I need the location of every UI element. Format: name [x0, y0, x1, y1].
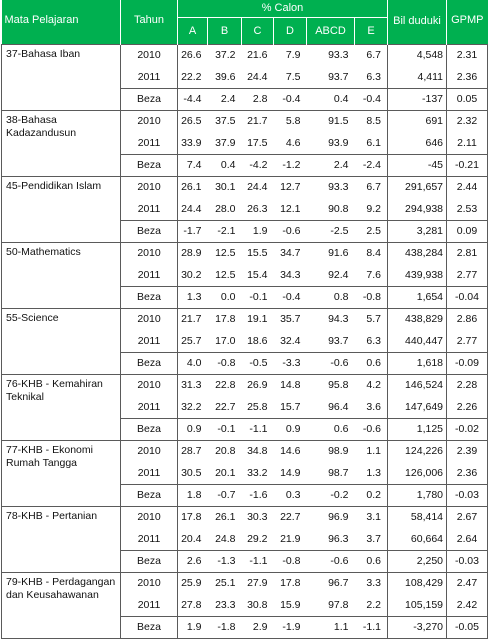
beza-label: Beza — [121, 352, 178, 374]
pct-cell-b: 20.8 — [208, 440, 242, 462]
bil-duduki-cell: 438,284 — [388, 242, 447, 264]
pct-cell-d: 0.3 — [274, 484, 307, 506]
pct-cell-e: 3.3 — [355, 572, 388, 594]
pct-cell-c: -1.1 — [242, 418, 274, 440]
year-cell: 2010 — [121, 242, 178, 264]
bil-duduki-header: Bil duduki — [388, 0, 447, 44]
pct-cell-e: 5.7 — [355, 308, 388, 330]
pct-calon-header: % Calon — [178, 0, 388, 17]
pct-cell-e: 0.6 — [355, 550, 388, 572]
pct-cell-b: 24.8 — [215, 532, 236, 545]
pct-cell-a: 1.8 — [178, 484, 208, 506]
pct-cell-a: -1.7 — [178, 220, 208, 242]
pct-cell-b: -0.8 — [208, 352, 242, 374]
bil-duduki-cell: 439,938 — [388, 264, 447, 286]
pct-cell-d: -0.6 — [274, 220, 307, 242]
year-cell: 2010 — [121, 440, 178, 462]
year-cell: 2010 — [121, 374, 178, 396]
pct-cell-e: 6.7 — [355, 44, 388, 66]
gpmp-cell: 2.31 — [447, 44, 488, 66]
pct-cell-c: 2.9 — [242, 616, 274, 638]
pct-cell-e: 7.6 — [355, 264, 388, 286]
pct-cell-abcd: 91.5 — [307, 110, 355, 132]
pct-cell-c: -0.5 — [242, 352, 274, 374]
bil-duduki-cell: 1,618 — [388, 352, 447, 374]
pct-cell-c: 33.2 — [247, 466, 268, 479]
pct-cell-c: 27.9 — [242, 572, 274, 594]
pct-cell-d: 15.7 — [280, 400, 301, 413]
pct-cell-e: 2.2 — [355, 594, 388, 616]
pct-cell-abcd: 93.3 — [307, 44, 355, 66]
pct-cell-c: 15.5 — [242, 242, 274, 264]
bil-duduki-cell: 108,429 — [388, 572, 447, 594]
gpmp-cell: -0.03 — [447, 550, 488, 572]
year-cell: 2010 — [121, 176, 178, 198]
beza-label: Beza — [121, 550, 178, 572]
pct-cell-abcd: 96.4 — [328, 400, 349, 413]
gpmp-cell: 2.32 — [447, 110, 488, 132]
year-header: Tahun — [121, 0, 178, 44]
pct-cell-abcd: 96.3 — [328, 532, 349, 545]
pct-cell-b: 37.5 — [208, 110, 242, 132]
pct-cell-a: 17.8 — [178, 506, 208, 528]
beza-label: Beza — [121, 616, 178, 638]
pct-cell-b: -0.7 — [208, 484, 242, 506]
gpmp-cell: -0.05 — [447, 616, 488, 638]
pct-cell-e: 4.2 — [355, 374, 388, 396]
pct-cell-d: 35.7 — [274, 308, 307, 330]
pct-cell-e: -2.4 — [355, 154, 388, 176]
pct-cell-d: 34.3 — [280, 268, 301, 281]
pct-cell-d: 17.8 — [274, 572, 307, 594]
year-cell: 2010 — [121, 308, 178, 330]
pct-cell-e: 1.3 — [355, 462, 388, 484]
pct-cell-c: 1.9 — [242, 220, 274, 242]
pct-cell-a: 21.7 — [178, 308, 208, 330]
year-cell: 2011 — [121, 594, 178, 616]
pct-cell-d: -0.4 — [274, 286, 307, 308]
pct-cell-a: 26.1 — [178, 176, 208, 198]
pct-cell-c: 19.1 — [242, 308, 274, 330]
gpmp-cell: 2.26 — [447, 396, 488, 418]
grade-header-b: B — [208, 17, 242, 44]
pct-cell-a: 0.9 — [178, 418, 208, 440]
bil-duduki-cell: 3,281 — [388, 220, 447, 242]
pct-cell-b: -1.3 — [208, 550, 242, 572]
beza-label: Beza — [121, 88, 178, 110]
pct-cell-abcd: 0.6 — [307, 418, 355, 440]
bil-duduki-cell: 691 — [388, 110, 447, 132]
pct-cell-a: -4.4 — [178, 88, 208, 110]
pct-cell-a: 1.9 — [178, 616, 208, 638]
pct-cell-abcd: 96.9 — [307, 506, 355, 528]
pct-cell-d: 5.8 — [274, 110, 307, 132]
bil-duduki-cell: 60,664 — [388, 528, 447, 550]
pct-cell-d: 0.9 — [274, 418, 307, 440]
pct-cell-e: 6.1 — [355, 132, 388, 154]
year-cell: 2010 — [121, 506, 178, 528]
pct-cell-e: 2.5 — [355, 220, 388, 242]
gpmp-cell: 2.86 — [447, 308, 488, 330]
pct-cell-c: 24.4 — [247, 70, 268, 83]
gpmp-cell: 2.64 — [447, 528, 488, 550]
gpmp-cell: 0.09 — [447, 220, 488, 242]
pct-cell-d: 14.9 — [280, 466, 301, 479]
pct-cell-abcd: -0.6 — [307, 352, 355, 374]
pct-cell-abcd: 97.8 — [328, 598, 349, 611]
pct-cell-c: 34.8 — [242, 440, 274, 462]
pct-cell-abcd: 2.4 — [307, 154, 355, 176]
table-row — [2, 110, 488, 132]
year-cell: 2011 — [121, 330, 178, 352]
pct-cell-d: 14.8 — [274, 374, 307, 396]
pct-cell-abcd: 93.7 — [328, 70, 349, 83]
pct-cell-b: 2.4 — [208, 88, 242, 110]
pct-cell-d: 32.4 — [280, 334, 301, 347]
bil-duduki-cell: 105,159 — [388, 594, 447, 616]
pct-cell-c: 25.8 — [247, 400, 268, 413]
pct-cell-d: -1.9 — [274, 616, 307, 638]
bil-duduki-cell: 440,447 — [388, 330, 447, 352]
gpmp-cell: 2.11 — [447, 132, 488, 154]
beza-label: Beza — [121, 286, 178, 308]
pct-cell-b: 28.0 — [215, 202, 236, 215]
bil-duduki-cell: 4,548 — [388, 44, 447, 66]
gpmp-cell: 2.77 — [447, 330, 488, 352]
table-row — [2, 44, 488, 66]
subject-name: 38-Bahasa Kadazandusun — [2, 110, 121, 176]
pct-cell-d: 4.6 — [285, 136, 301, 149]
subject-header: Mata Pelajaran — [2, 0, 121, 44]
pct-cell-c: -1.6 — [242, 484, 274, 506]
pct-cell-e: 8.5 — [355, 110, 388, 132]
pct-cell-abcd: -0.6 — [307, 550, 355, 572]
pct-cell-a: 32.2 — [181, 400, 202, 413]
pct-cell-abcd: 92.4 — [328, 268, 349, 281]
pct-cell-b: 25.1 — [208, 572, 242, 594]
subject-name: 55-Science — [2, 308, 121, 374]
pct-cell-a: 30.2 — [181, 268, 202, 281]
year-cell: 2011 — [121, 396, 178, 418]
pct-cell-e: 6.3 — [355, 330, 388, 352]
gpmp-cell: -0.04 — [447, 286, 488, 308]
pct-cell-e: 6.3 — [355, 66, 388, 88]
year-cell: 2011 — [121, 198, 178, 220]
pct-cell-c: 15.4 — [247, 268, 268, 281]
bil-duduki-cell: 124,226 — [388, 440, 447, 462]
year-cell: 2011 — [121, 264, 178, 286]
gpmp-cell: -0.09 — [447, 352, 488, 374]
year-cell: 2010 — [121, 572, 178, 594]
pct-cell-d: -0.4 — [274, 88, 307, 110]
pct-cell-d: 15.9 — [280, 598, 301, 611]
gpmp-cell: 2.47 — [447, 572, 488, 594]
pct-cell-a: 26.5 — [178, 110, 208, 132]
gpmp-cell: 2.81 — [447, 242, 488, 264]
pct-cell-a: 4.0 — [178, 352, 208, 374]
pct-cell-b: 22.8 — [208, 374, 242, 396]
beza-label: Beza — [121, 418, 178, 440]
pct-cell-abcd: 98.9 — [307, 440, 355, 462]
pct-cell-a: 30.5 — [181, 466, 202, 479]
bil-duduki-cell: 146,524 — [388, 374, 447, 396]
bil-duduki-cell: 4,411 — [388, 66, 447, 88]
pct-cell-abcd: 0.4 — [307, 88, 355, 110]
bil-duduki-cell: 1,125 — [388, 418, 447, 440]
pct-cell-e: 0.2 — [355, 484, 388, 506]
year-cell: 2011 — [121, 66, 178, 88]
pct-cell-c: 2.8 — [242, 88, 274, 110]
grade-header-e: E — [355, 17, 388, 44]
pct-cell-e: 3.1 — [355, 506, 388, 528]
gpmp-cell: 2.36 — [447, 66, 488, 88]
gpmp-cell: 2.39 — [447, 440, 488, 462]
pct-cell-abcd: 1.1 — [307, 616, 355, 638]
pct-cell-c: 30.8 — [247, 598, 268, 611]
pct-cell-a: 33.9 — [181, 136, 202, 149]
bil-duduki-cell: 126,006 — [388, 462, 447, 484]
bil-duduki-cell: 147,649 — [388, 396, 447, 418]
year-cell: 2011 — [121, 132, 178, 154]
gpmp-cell: -0.02 — [447, 418, 488, 440]
table-row — [2, 506, 488, 528]
gpmp-cell: -0.03 — [447, 484, 488, 506]
pct-cell-e: 3.6 — [355, 396, 388, 418]
grade-header-d: D — [274, 17, 307, 44]
pct-cell-b: 39.6 — [215, 70, 236, 83]
gpmp-cell: 2.77 — [447, 264, 488, 286]
subject-name: 50-Mathematics — [2, 242, 121, 308]
pct-cell-d: 12.1 — [280, 202, 301, 215]
bil-duduki-cell: 2,250 — [388, 550, 447, 572]
pct-cell-c: -4.2 — [242, 154, 274, 176]
pct-cell-c: -0.1 — [242, 286, 274, 308]
year-cell: 2010 — [121, 44, 178, 66]
grade-header-c: C — [242, 17, 274, 44]
gpmp-cell: 2.42 — [447, 594, 488, 616]
bil-duduki-cell: 1,654 — [388, 286, 447, 308]
pct-cell-c: 18.6 — [247, 334, 268, 347]
bil-duduki-cell: -3,270 — [388, 616, 447, 638]
pct-cell-e: 6.7 — [355, 176, 388, 198]
pct-cell-d: 7.5 — [285, 70, 301, 83]
pct-cell-c: 24.4 — [242, 176, 274, 198]
pct-cell-a: 1.3 — [178, 286, 208, 308]
subject-name: 37-Bahasa Iban — [2, 44, 121, 110]
pct-cell-d: 7.9 — [274, 44, 307, 66]
pct-cell-a: 27.8 — [181, 598, 202, 611]
beza-label: Beza — [121, 484, 178, 506]
table-row — [2, 374, 488, 396]
pct-cell-abcd: 90.8 — [328, 202, 349, 215]
pct-cell-c: 17.5 — [247, 136, 268, 149]
pct-cell-e: 1.1 — [355, 440, 388, 462]
pct-cell-a: 2.6 — [178, 550, 208, 572]
pct-cell-b: 12.5 — [215, 268, 236, 281]
pct-cell-b: 0.0 — [208, 286, 242, 308]
table-row — [2, 176, 488, 198]
pct-cell-abcd: 98.7 — [328, 466, 349, 479]
pct-cell-c: 30.3 — [242, 506, 274, 528]
pct-cell-abcd: 94.3 — [307, 308, 355, 330]
bil-duduki-cell: 291,657 — [388, 176, 447, 198]
subject-name: 78-KHB - Pertanian — [2, 506, 121, 572]
pct-cell-e: 3.7 — [355, 528, 388, 550]
pct-cell-b: 26.1 — [208, 506, 242, 528]
table-row — [2, 440, 488, 462]
pct-cell-e: 0.6 — [355, 352, 388, 374]
pct-cell-a: 24.4 — [181, 202, 202, 215]
pct-cell-b: 37.9 — [215, 136, 236, 149]
pct-cell-d: -0.8 — [274, 550, 307, 572]
pct-cell-d: -1.2 — [274, 154, 307, 176]
pct-cell-d: -3.3 — [274, 352, 307, 374]
year-cell: 2011 — [121, 462, 178, 484]
bil-duduki-cell: 294,938 — [388, 198, 447, 220]
gpmp-cell: 2.28 — [447, 374, 488, 396]
pct-cell-d: 12.7 — [274, 176, 307, 198]
pct-cell-c: 21.6 — [242, 44, 274, 66]
pct-cell-a: 7.4 — [178, 154, 208, 176]
pct-cell-b: -1.8 — [208, 616, 242, 638]
pct-cell-d: 22.7 — [274, 506, 307, 528]
table-header — [2, 0, 488, 44]
pct-cell-b: 20.1 — [215, 466, 236, 479]
table-row — [2, 308, 488, 330]
pct-cell-b: -2.1 — [208, 220, 242, 242]
beza-label: Beza — [121, 220, 178, 242]
pct-cell-c: 21.7 — [242, 110, 274, 132]
pct-cell-b: 17.8 — [208, 308, 242, 330]
pct-cell-abcd: 95.8 — [307, 374, 355, 396]
pct-cell-a: 26.6 — [178, 44, 208, 66]
bil-duduki-cell: -137 — [388, 88, 447, 110]
pct-cell-a: 28.9 — [178, 242, 208, 264]
year-cell: 2010 — [121, 110, 178, 132]
pct-cell-b: 30.1 — [208, 176, 242, 198]
pct-cell-b: 22.7 — [215, 400, 236, 413]
bil-duduki-cell: -45 — [388, 154, 447, 176]
subject-name: 76-KHB - Kemahiran Teknikal — [2, 374, 121, 440]
pct-cell-d: 21.9 — [280, 532, 301, 545]
beza-label: Beza — [121, 154, 178, 176]
pct-cell-e: -1.1 — [355, 616, 388, 638]
pct-cell-a: 22.2 — [181, 70, 202, 83]
pct-cell-abcd: 0.8 — [307, 286, 355, 308]
pct-cell-e: -0.4 — [355, 88, 388, 110]
pct-cell-a: 31.3 — [178, 374, 208, 396]
gpmp-header: GPMP — [447, 0, 488, 44]
gpmp-cell: 2.67 — [447, 506, 488, 528]
pct-cell-c: -1.1 — [242, 550, 274, 572]
table-row — [2, 242, 488, 264]
pct-cell-abcd: 91.6 — [307, 242, 355, 264]
pct-cell-d: 14.6 — [274, 440, 307, 462]
gpmp-cell: 2.36 — [447, 462, 488, 484]
grade-header-abcd: ABCD — [307, 17, 355, 44]
bil-duduki-cell: 1,780 — [388, 484, 447, 506]
pct-cell-b: 23.3 — [215, 598, 236, 611]
gpmp-cell: -0.21 — [447, 154, 488, 176]
subject-name: 79-KHB - Perdagangan dan Keusahawanan — [2, 572, 121, 638]
pct-cell-a: 25.9 — [178, 572, 208, 594]
pct-cell-a: 20.4 — [181, 532, 202, 545]
pct-cell-abcd: 93.7 — [328, 334, 349, 347]
pct-cell-b: 17.0 — [215, 334, 236, 347]
pct-cell-e: -0.8 — [355, 286, 388, 308]
results-table — [1, 0, 488, 639]
pct-cell-e: 8.4 — [355, 242, 388, 264]
pct-cell-c: 29.2 — [247, 532, 268, 545]
grade-header-a: A — [178, 17, 208, 44]
bil-duduki-cell: 646 — [388, 132, 447, 154]
gpmp-cell: 0.05 — [447, 88, 488, 110]
year-cell: 2011 — [121, 528, 178, 550]
pct-cell-d: 34.7 — [274, 242, 307, 264]
bil-duduki-cell: 438,829 — [388, 308, 447, 330]
bil-duduki-cell: 58,414 — [388, 506, 447, 528]
pct-cell-e: -0.6 — [355, 418, 388, 440]
pct-cell-e: 9.2 — [355, 198, 388, 220]
gpmp-cell: 2.44 — [447, 176, 488, 198]
pct-cell-c: 26.9 — [242, 374, 274, 396]
pct-cell-c: 26.3 — [247, 202, 268, 215]
table-row — [2, 572, 488, 594]
table-body — [2, 44, 488, 638]
pct-cell-b: -0.1 — [208, 418, 242, 440]
pct-cell-abcd: -2.5 — [307, 220, 355, 242]
pct-cell-abcd: 93.3 — [307, 176, 355, 198]
pct-cell-abcd: 93.9 — [328, 136, 349, 149]
gpmp-cell: 2.53 — [447, 198, 488, 220]
pct-cell-a: 28.7 — [178, 440, 208, 462]
subject-name: 77-KHB - Ekonomi Rumah Tangga — [2, 440, 121, 506]
pct-cell-b: 37.2 — [208, 44, 242, 66]
pct-cell-a: 25.7 — [181, 334, 202, 347]
pct-cell-b: 0.4 — [208, 154, 242, 176]
subject-name: 45-Pendidikan Islam — [2, 176, 121, 242]
pct-cell-b: 12.5 — [208, 242, 242, 264]
pct-cell-abcd: -0.2 — [307, 484, 355, 506]
pct-cell-abcd: 96.7 — [307, 572, 355, 594]
